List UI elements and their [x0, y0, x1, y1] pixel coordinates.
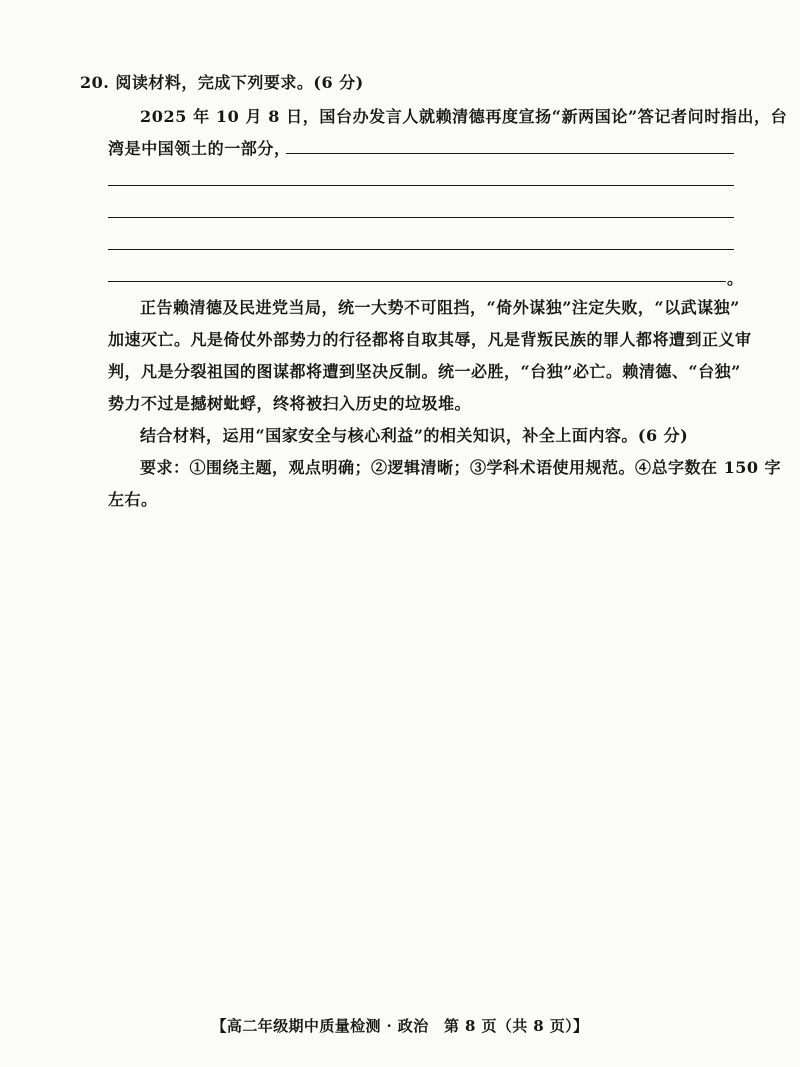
requirements-line: 左右。 — [108, 490, 158, 509]
material-paragraph — [108, 292, 752, 420]
answer-blank-line-5[interactable] — [108, 281, 726, 282]
page-footer: 【高二年级期中质量检测 · 政治 第 8 页（共 8 页）】 — [211, 1017, 589, 1035]
question-title: 20. 阅读材料，完成下列要求。(6 分) — [80, 73, 364, 92]
task-line: 结合材料，运用“国家安全与核心利益”的相关知识，补全上面内容。(6 分) — [140, 426, 689, 445]
material-intro-line-2: 湾是中国领土的一部分， — [108, 139, 291, 158]
answer-blank-line-3[interactable] — [108, 217, 734, 218]
material-line: 判，凡是分裂祖国的图谋都将遭到坚决反制。统一必胜，“台独”必亡。赖清德、“台独” — [108, 362, 741, 381]
answer-blank-line-4[interactable] — [108, 249, 734, 250]
answer-blank-line-2[interactable] — [108, 185, 734, 186]
material-intro-line-1: 2025 年 10 月 8 日，国台办发言人就赖清德再度宣扬“新两国论”答记者问时指出，台 — [140, 107, 788, 126]
material-line: 加速灭亡。凡是倚仗外部势力的行径都将自取其辱，凡是背叛民族的罪人都将遭到正义审 — [108, 330, 752, 349]
requirements-line: 要求：①围绕主题，观点明确；②逻辑清晰；③学科术语使用规范。④总字数在 150 字 — [140, 458, 782, 477]
answer-blank-line-1[interactable] — [286, 153, 734, 154]
material-line: 势力不过是撼树蚍蜉，终将被扫入历史的垃圾堆。 — [108, 394, 472, 413]
task-instruction — [108, 420, 738, 452]
answer-end-mark: 。 — [727, 269, 744, 288]
material-line: 正告赖清德及民进党当局，统一大势不可阻挡，“倚外谋独”注定失败，“以武谋独” — [140, 298, 740, 317]
requirements — [108, 452, 782, 516]
